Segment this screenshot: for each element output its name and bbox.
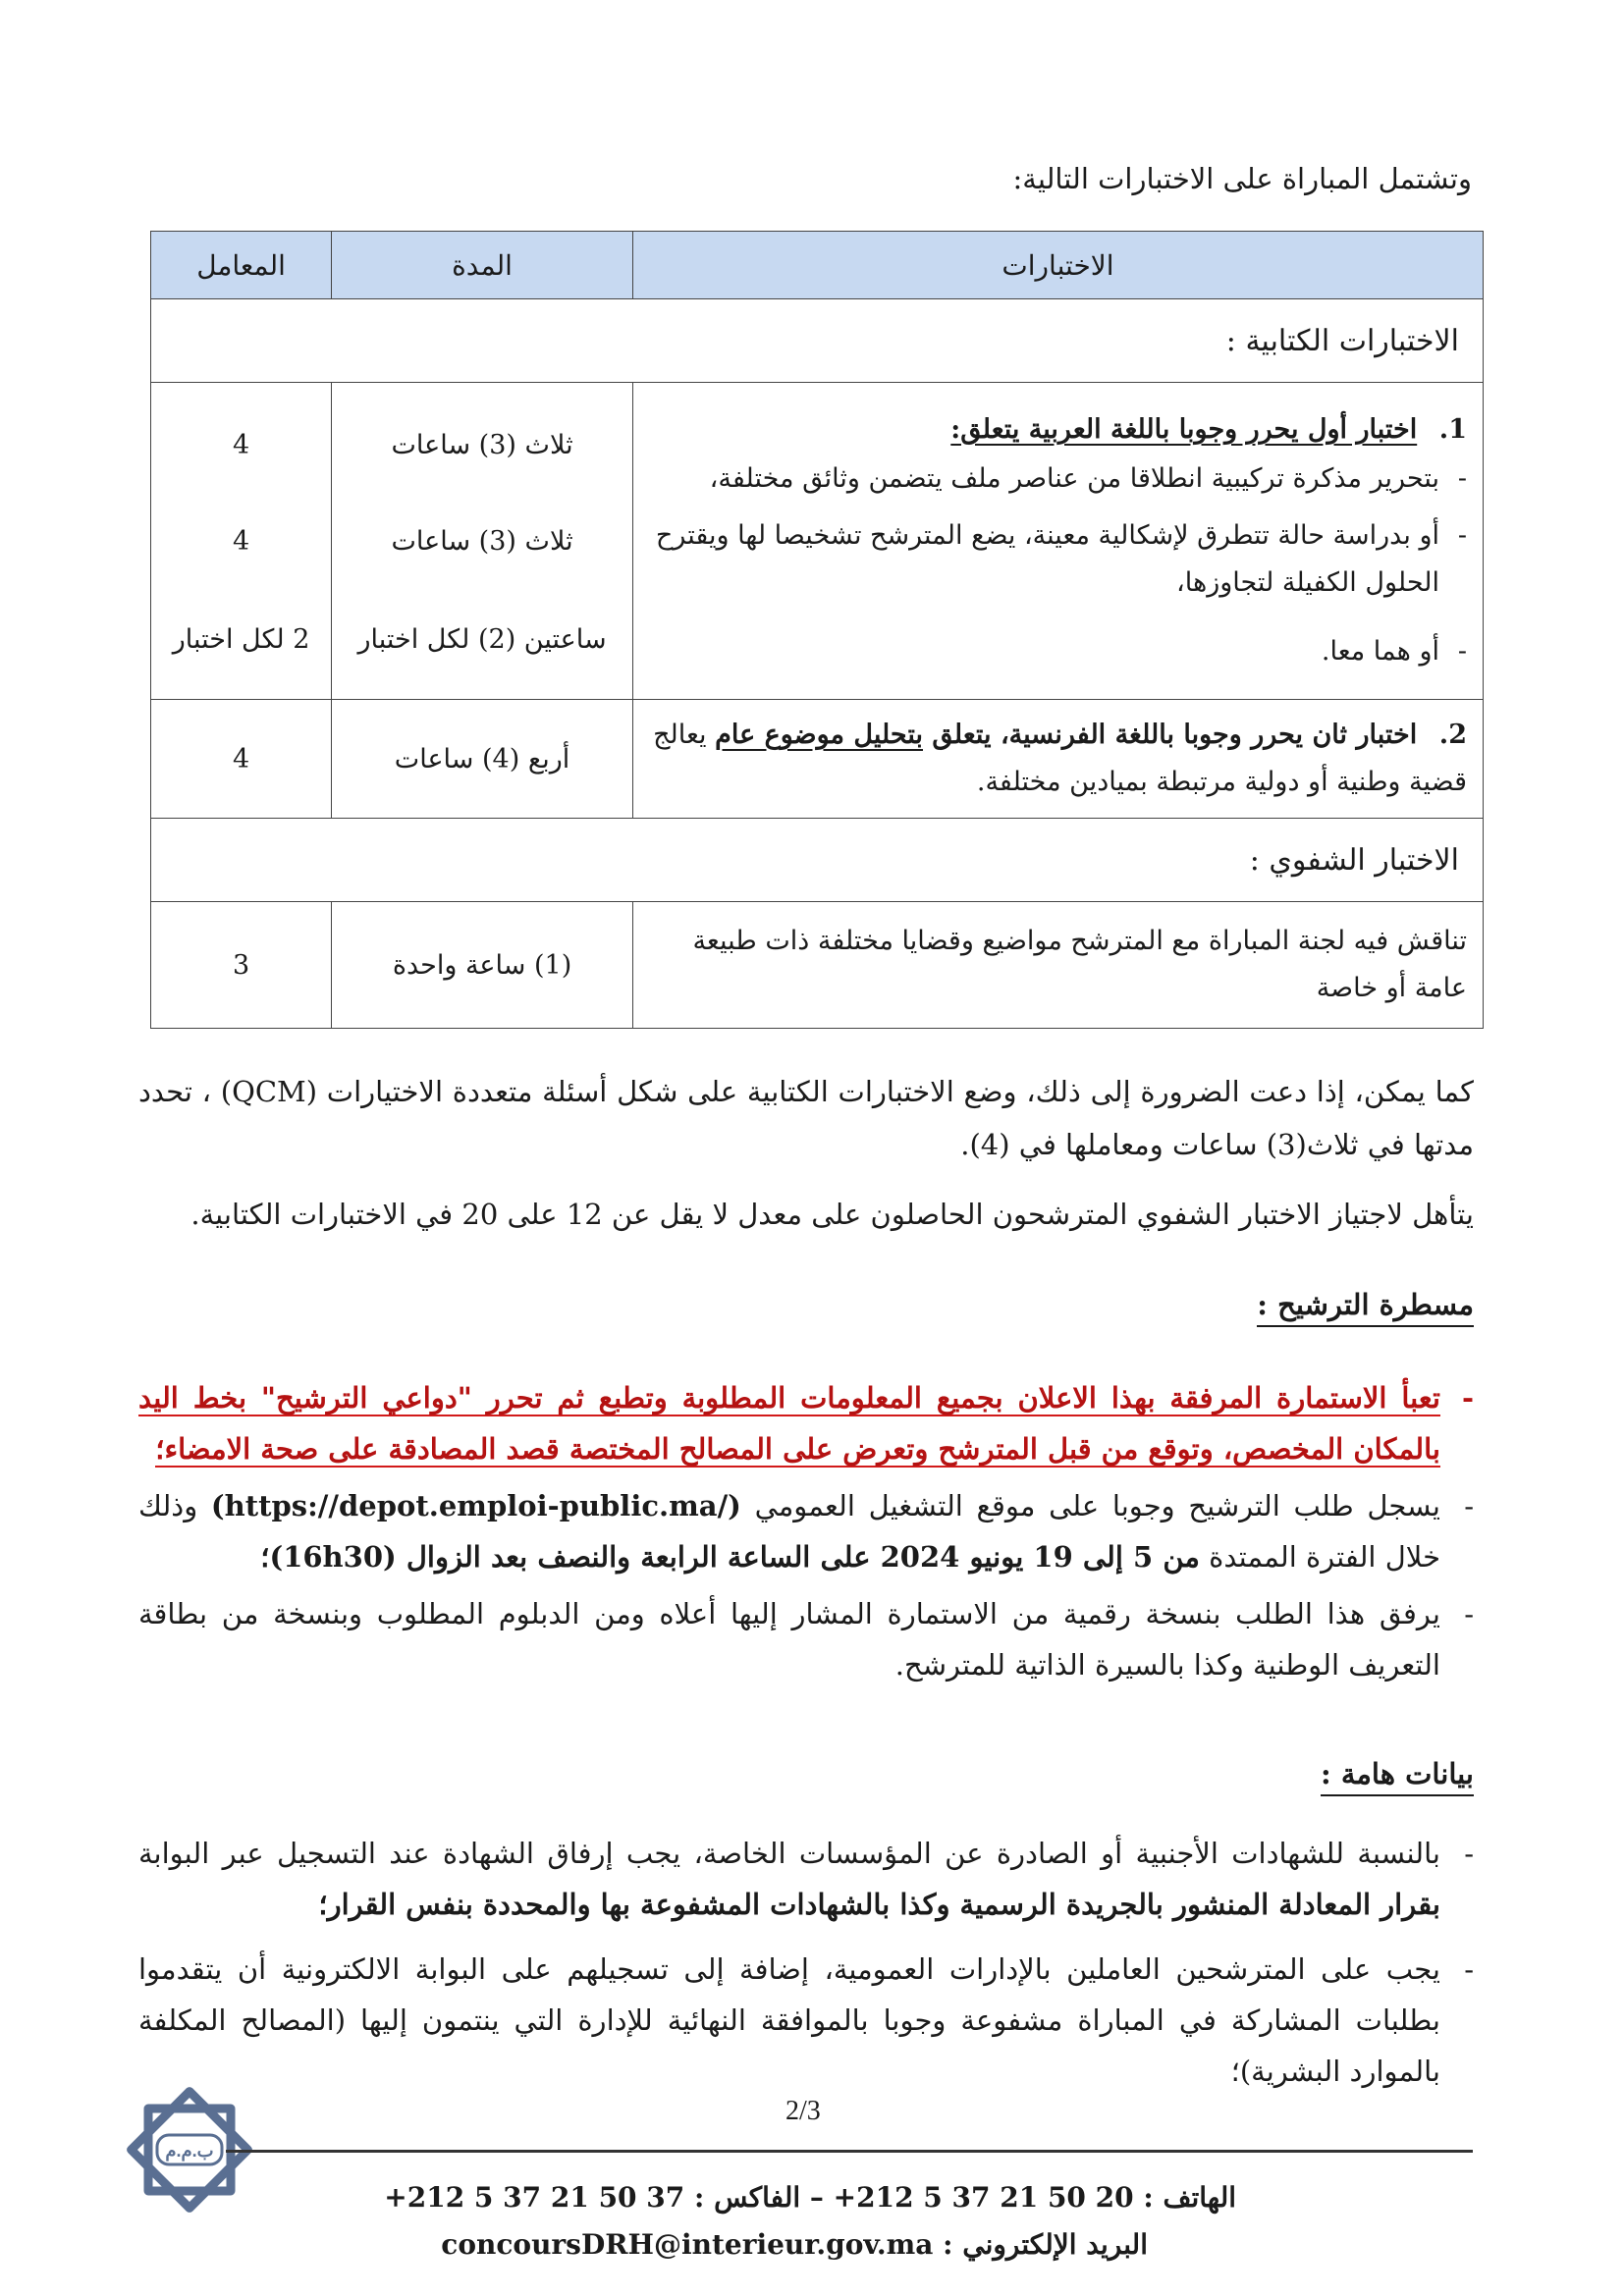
test1-duration-1: ثلاث (3) ساعات xyxy=(391,429,573,460)
table-header-row xyxy=(151,232,1484,299)
oral-section-title: الاختبار الشفوي : xyxy=(151,819,1484,902)
email-address[interactable]: concoursDRH@interieur.gov.ma xyxy=(441,2228,934,2261)
logo-text: ب.م.م xyxy=(165,2141,214,2161)
important-item-1b: بقرار المعادلة المنشور بالجريدة الرسمية وكذا بالشهادات المشفوعة بها والمحددة بنفس القرار؛ xyxy=(318,1888,1440,1921)
written-section-row xyxy=(151,299,1484,383)
page-number: 2/3 xyxy=(785,2096,821,2126)
table-row xyxy=(151,700,1484,819)
list-item xyxy=(138,1372,1474,1474)
list-item xyxy=(138,1588,1474,1690)
qcm-paragraph: كما يمكن، إذا دعت الضرورة إلى ذلك، وضع الاختبارات الكتابية على شكل أسئلة متعددة الاختيارات (QCM) ، تحدد مدتها في ثلاث(3) ساعات ومعاملها في (4). xyxy=(138,1075,1474,1161)
written-section-title: الاختبارات الكتابية : xyxy=(151,299,1484,383)
test2-title-part1: اختبار ثان يحرر وجوبا باللغة الفرنسية، يتعلق xyxy=(923,720,1418,750)
test1-coefficient-1: 4 xyxy=(232,429,250,460)
application-list xyxy=(138,1372,1474,1696)
list-item xyxy=(138,1944,1474,2097)
test1-number: 1. xyxy=(1438,414,1467,445)
header-duration: المدة xyxy=(332,232,633,299)
test2-cell xyxy=(632,700,1483,819)
oral-section-row xyxy=(151,819,1484,902)
oral-duration: (1) ساعة واحدة xyxy=(332,902,633,1029)
table-row xyxy=(151,383,1484,700)
test1-title xyxy=(649,406,1467,454)
application-item-3: يرفق هذا الطلب بنسخة رقمية من الاستمارة المشار إليها أعلاه ومن الدبلوم المطلوب وبنسخة من بطاقة التعريف الوطنية وكذا بالسيرة الذاتية للمترشح. xyxy=(138,1597,1440,1682)
footer-divider xyxy=(226,2150,1473,2153)
phone-number: +212 5 37 21 50 20 xyxy=(833,2181,1134,2214)
test1-coefficients xyxy=(151,383,332,700)
application-item-2a: يسجل طلب الترشيح وجوبا على موقع التشغيل العمومي xyxy=(740,1489,1440,1522)
test1-option-2: - أو بدراسة حالة تتطرق لإشكالية معينة، يضع المترشح تشخيصا لها ويقترح الحلول الكفيلة لتجاوزها، xyxy=(649,512,1467,607)
test2-duration: أربع (4) ساعات xyxy=(332,700,633,819)
application-heading: مسطرة الترشيح : xyxy=(1257,1288,1474,1327)
list-item xyxy=(138,1828,1474,1930)
important-heading: بيانات هامة : xyxy=(1321,1757,1474,1796)
test2-title-part2: بتحليل موضوع عام xyxy=(715,720,923,750)
test1-option-3: - أو هما معا. xyxy=(649,628,1467,675)
important-item-2: يجب على المترشحين العاملين بالإدارات العمومية، إضافة إلى تسجيلهم على البوابة الالكترونية أن يتقدموا بطلبات المشاركة في المباراة مشفوعة وجوبا بالموافقة النهائية للإدارة التي ينتمون إليها (المصالح المكلفة بالموارد البشرية)؛ xyxy=(138,1952,1440,2088)
test2-number: 2. xyxy=(1438,720,1467,750)
phone-label: الهاتف : xyxy=(1143,2181,1236,2214)
test1-coefficient-2: 4 xyxy=(232,525,250,557)
application-item-2b: وذلك خلال الفترة الممتدة xyxy=(138,1489,1440,1574)
tests-table xyxy=(150,231,1484,1029)
test1-coefficient-3: 2 لكل اختبار xyxy=(172,623,310,655)
test1-title-text: اختبار أول يحرر وجوبا باللغة العربية يتعلق: xyxy=(950,414,1418,445)
application-item-1: تعبأ الاستمارة المرفقة بهذا الاعلان بجميع المعلومات المطلوبة وتطبع ثم تحرر "دواعي الترشيح" بخط اليد بالمكان المخصص، وتوقع من قبل المترشح وتعرض على المصالح المختصة قصد المصادقة على صحة الامضاء؛ xyxy=(138,1381,1440,1466)
table-row xyxy=(151,902,1484,1029)
test1-cell xyxy=(632,383,1483,700)
fax-number: +212 5 37 21 50 37 xyxy=(384,2181,685,2214)
header-coefficient: المعامل xyxy=(151,232,332,299)
footer-contact-line xyxy=(384,2181,1236,2214)
header-tests: الاختبارات xyxy=(632,232,1483,299)
test2-coefficient: 4 xyxy=(151,700,332,819)
footer-separator: – xyxy=(809,2181,824,2214)
registration-url[interactable]: (https://depot.emploi-public.ma/) xyxy=(210,1489,741,1522)
test1-duration-2: ثلاث (3) ساعات xyxy=(391,525,573,557)
tests-intro: وتشتمل المباراة على الاختبارات التالية: xyxy=(1012,162,1472,195)
oral-coefficient: 3 xyxy=(151,902,332,1029)
test1-durations xyxy=(332,383,633,700)
oral-text: تناقش فيه لجنة المباراة مع المترشح مواضيع وقضايا مختلفة ذات طبيعة عامة أو خاصة xyxy=(632,902,1483,1029)
footer-email-line xyxy=(441,2228,1148,2261)
application-dates: من 5 إلى 19 يونيو 2024 على الساعة الرابعة والنصف بعد الزوال (16h30)؛ xyxy=(260,1540,1200,1574)
important-item-1a: بالنسبة للشهادات الأجنبية أو الصادرة عن المؤسسات الخاصة، يجب إرفاق الشهادة عند التسجيل عبر البوابة xyxy=(138,1837,1440,1870)
test1-option-1: - بتحرير مذكرة تركيبية انطلاقا من عناصر ملف يتضمن وثائق مختلفة، xyxy=(649,455,1467,503)
important-list xyxy=(138,1828,1474,2103)
fax-label: الفاكس : xyxy=(694,2181,801,2214)
email-label: البريد الإلكتروني : xyxy=(943,2228,1148,2261)
list-item xyxy=(138,1480,1474,1582)
test1-duration-3: ساعتين (2) لكل اختبار xyxy=(357,623,607,655)
oral-eligibility-paragraph: يتأهل لاجتياز الاختبار الشفوي المترشحون الحاصلون على معدل لا يقل عن 12 على 20 في الاختبارات الكتابية. xyxy=(190,1198,1474,1231)
test2-rest: يعالج قضية وطنية أو دولية مرتبطة بميادين مختلفة. xyxy=(653,720,1467,797)
